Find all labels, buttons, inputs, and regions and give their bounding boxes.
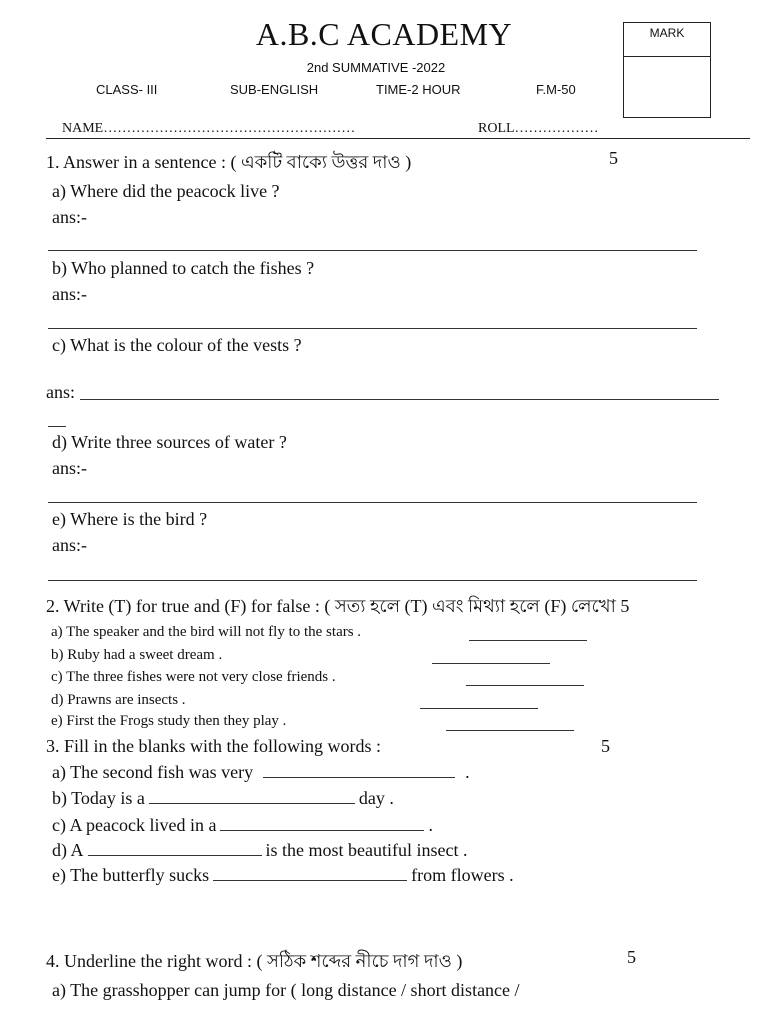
q1c-question: c) What is the colour of the vests ?	[52, 335, 302, 355]
mark-divider	[624, 56, 710, 57]
q3-title: 3. Fill in the blanks with the following words :	[46, 736, 381, 756]
q3-marks: 5	[601, 736, 610, 756]
time-label: TIME-2 HOUR	[376, 82, 461, 97]
q3c-blank[interactable]	[220, 816, 424, 831]
q3b-sentence	[52, 788, 394, 809]
q3e-sentence	[52, 865, 514, 886]
q4-marks: 5	[627, 947, 636, 967]
q4a-statement: a) The grasshopper can jump for ( long distance / short distance /	[52, 980, 520, 1000]
q1b-question: b) Who planned to catch the fishes ?	[52, 258, 315, 278]
q3e-blank[interactable]	[213, 866, 407, 881]
q3b-blank[interactable]	[149, 789, 355, 804]
q2b-statement: b) Ruby had a sweet dream .	[51, 647, 223, 663]
q1b-ans-label: ans:-	[52, 284, 87, 304]
q3b-pre: b) Today is a	[52, 788, 145, 808]
q3b-post: day .	[358, 788, 394, 808]
q3d-sentence	[52, 840, 467, 861]
exam-title: 2nd SUMMATIVE -2022	[306, 60, 446, 75]
roll-field: ROLL………………	[478, 121, 599, 136]
class-label: CLASS- III	[96, 82, 158, 97]
school-title: A.B.C ACADEMY	[255, 16, 513, 52]
q2a-blank[interactable]	[469, 640, 587, 641]
q2b-blank[interactable]	[432, 663, 550, 664]
q1a-answer-line	[48, 250, 697, 251]
q1-title: 1. Answer in a sentence : ( একটি বাক্যে উত্তর দাও )	[46, 152, 412, 172]
q1a-question: a) Where did the peacock live ?	[52, 181, 280, 201]
q3a-pre: a) The second fish was very	[52, 762, 254, 782]
q1-marks: 5	[609, 148, 618, 168]
q2a-statement: a) The speaker and the bird will not fly to the stars .	[51, 624, 362, 640]
mark-label: MARK	[649, 26, 685, 40]
q2d-statement: d) Prawns are insects .	[51, 692, 186, 708]
q1c-answer-line	[80, 399, 719, 400]
name-field: NAME………………………………………………	[62, 121, 356, 136]
q2c-statement: c) The three fishes were not very close friends .	[51, 669, 336, 685]
q3c-pre: c) A peacock lived in a	[52, 815, 217, 835]
q1c-answer-line-wrap	[48, 426, 66, 427]
q1d-question: d) Write three sources of water ?	[52, 432, 287, 452]
q2e-blank[interactable]	[446, 730, 574, 731]
q1a-ans-label: ans:-	[52, 207, 87, 227]
q2d-blank[interactable]	[420, 708, 538, 709]
q3d-post: is the most beautiful insect .	[265, 840, 468, 860]
q3e-pre: e) The butterfly sucks	[52, 865, 210, 885]
q1e-ans-label: ans:-	[52, 535, 87, 555]
subject-label: SUB-ENGLISH	[230, 82, 319, 97]
q1d-ans-label: ans:-	[52, 458, 87, 478]
full-marks-label: F.M-50	[536, 82, 576, 97]
q3c-sentence	[52, 815, 433, 836]
q3a-post: .	[465, 762, 470, 782]
q2e-statement: e) First the Frogs study then they play .	[51, 713, 287, 729]
q2c-blank[interactable]	[466, 685, 584, 686]
q3a-sentence	[52, 762, 470, 783]
q1d-answer-line	[48, 502, 697, 503]
q3c-post: .	[428, 815, 433, 835]
q3e-post: from flowers .	[411, 865, 514, 885]
q1e-question: e) Where is the bird ?	[52, 509, 208, 529]
q1c-ans-label: ans:	[46, 382, 75, 402]
q3d-pre: d) A	[52, 840, 84, 860]
q4-title: 4. Underline the right word : ( সঠিক শব্দের নীচে দাগ দাও )	[46, 951, 463, 971]
q3a-blank[interactable]	[263, 763, 455, 778]
q1b-answer-line	[48, 328, 697, 329]
q2-title: 2. Write (T) for true and (F) for false : ( সত্য হলে (T) এবং মিথ্যা হলে (F) লেখো 5	[46, 596, 630, 616]
header-divider	[46, 138, 750, 139]
q1e-answer-line	[48, 580, 697, 581]
q3d-blank[interactable]	[88, 841, 262, 856]
